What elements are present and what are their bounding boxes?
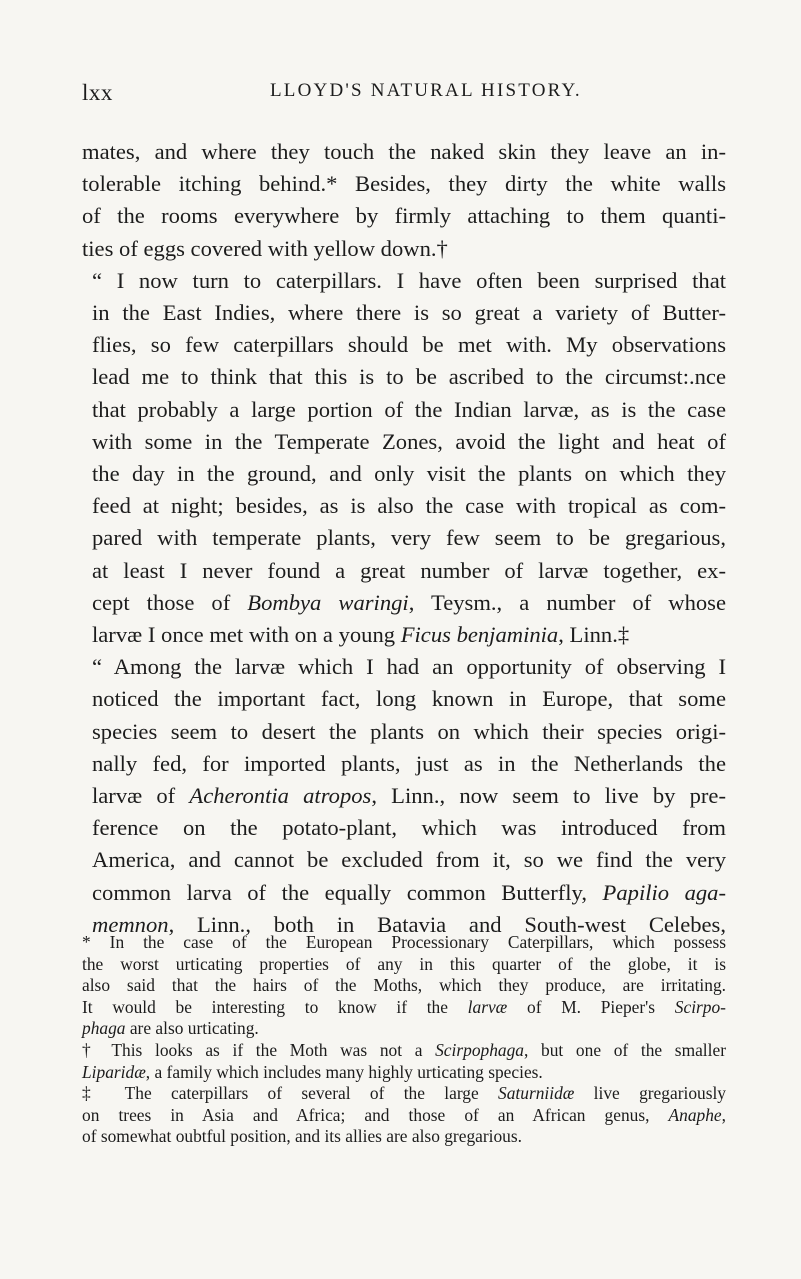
- text-run: ‡ The caterpillars of several of the large: [82, 1083, 499, 1104]
- running-title: LLOYD'S NATURAL HISTORY.: [270, 80, 582, 101]
- species-name: memnon: [92, 911, 169, 937]
- footnote-line: also said that the hairs of the Moths, which they produce, are irritating.: [82, 975, 726, 996]
- text-line: [82, 877, 726, 909]
- text-run: , but one of the smaller: [524, 1039, 726, 1060]
- text-line: “ I now turn to caterpillars. I have often been surprised that: [92, 267, 726, 293]
- text-line: nally fed, for imported plants, just as in the Netherlands the: [92, 750, 726, 776]
- text-run: , Linn., now seem to live by pre-: [371, 783, 726, 809]
- text-line: species seem to desert the plants on which their species origi-: [92, 718, 726, 744]
- text-line: [82, 619, 726, 651]
- text-run: , a family which includes many highly urticating species.: [145, 1061, 543, 1082]
- footnote-line: [82, 1062, 726, 1084]
- footnote-line: the worst urticating properties of any in this quarter of the globe, it is: [82, 953, 726, 974]
- italic-term: larvæ: [467, 996, 508, 1017]
- text-line: feed at night; besides, as is also the case with tropical as com-: [92, 493, 726, 519]
- text-run: † This looks as if the Moth was not a: [82, 1039, 436, 1060]
- text-line: the day in the ground, and only visit the plants on which they: [92, 461, 726, 487]
- text-line: mates, and where they touch the naked skin they leave an in-: [82, 139, 726, 164]
- paragraph-1: [82, 136, 726, 265]
- text-line: at least I never found a great number of larvæ together, ex-: [92, 557, 726, 583]
- species-name: Papilio aga-: [602, 879, 726, 905]
- text-run: , Teysm., a number of whose: [408, 589, 726, 615]
- paragraph-3: [82, 651, 726, 941]
- text-run: ,: [721, 1104, 726, 1125]
- text-run: are also urticating.: [125, 1018, 259, 1039]
- text-line: ties of eggs covered with yellow down.†: [82, 235, 448, 261]
- species-name: Liparidæ: [82, 1061, 146, 1082]
- text-run: It would be interesting to know if the: [82, 996, 468, 1017]
- text-run: live gregariously: [574, 1083, 727, 1104]
- text-line: [82, 780, 726, 812]
- text-run: larvæ I once met with on a young: [92, 622, 401, 648]
- footnote-line: * In the case of the European Processionary Caterpillars, which possess: [82, 932, 726, 952]
- footnote-line: [82, 1018, 726, 1040]
- text-line: that probably a large portion of the Indian larvæ, as is the case: [92, 396, 726, 422]
- text-line: flies, so few caterpillars should be met with. My observations: [92, 332, 726, 358]
- text-run: larvæ of: [92, 783, 190, 809]
- text-run: , Linn.‡: [558, 622, 630, 648]
- text-line: of the rooms everywhere by firmly attaching to them quanti-: [82, 203, 726, 229]
- species-name: Saturniidæ: [498, 1083, 575, 1104]
- page-header: [82, 76, 722, 106]
- text-run: of M. Pieper's: [507, 996, 675, 1017]
- text-line: tolerable itching behind.* Besides, they dirty the white walls: [82, 171, 726, 197]
- species-name: Anaphe: [668, 1104, 722, 1125]
- footnote-line: [82, 997, 726, 1019]
- body-text: [82, 136, 726, 941]
- text-line: [82, 587, 726, 619]
- text-line: ference on the potato-plant, which was introduced from: [92, 815, 726, 841]
- species-name: Acherontia atropos: [189, 783, 372, 809]
- footnote-3: [82, 1083, 726, 1148]
- species-name: Bombya waringi: [247, 589, 409, 615]
- text-line: America, and cannot be excluded from it, so we find the very: [92, 847, 726, 873]
- text-run: cept those of: [92, 589, 248, 615]
- text-line: noticed the important fact, long known in Europe, that some: [92, 686, 726, 712]
- footnote-1: [82, 932, 726, 1040]
- text-line: in the East Indies, where there is so great a variety of Butter-: [92, 300, 726, 326]
- footnote-line: [82, 1083, 726, 1105]
- species-name: Scirpophaga: [435, 1039, 524, 1060]
- footnote-line: [82, 1105, 726, 1127]
- text-line: “ Among the larvæ which I had an opportunity of observing I: [92, 654, 726, 680]
- footnotes: [82, 932, 726, 1148]
- text-line: pared with temperate plants, very few seem to be gregarious,: [92, 525, 726, 551]
- text-run: on trees in Asia and Africa; and those of an African genus,: [82, 1104, 669, 1125]
- text-run: common larva of the equally common Butterfly,: [92, 879, 603, 905]
- footnote-line: of somewhat oubtful position, and its allies are also gregarious.: [82, 1126, 522, 1147]
- text-line: lead me to think that this is to be ascribed to the circumst:.nce: [92, 364, 726, 390]
- page-number: lxx: [82, 80, 113, 105]
- footnote-line: [82, 1040, 726, 1062]
- paragraph-2: [82, 265, 726, 651]
- text-line: with some in the Temperate Zones, avoid the light and heat of: [92, 428, 726, 454]
- species-name: Ficus benjaminia: [400, 622, 559, 648]
- species-name: phaga: [82, 1018, 126, 1039]
- footnote-2: [82, 1040, 726, 1083]
- text-run: , Linn., both in Batavia and South-west Celebes,: [168, 911, 726, 937]
- species-name: Scirpo-: [674, 996, 726, 1017]
